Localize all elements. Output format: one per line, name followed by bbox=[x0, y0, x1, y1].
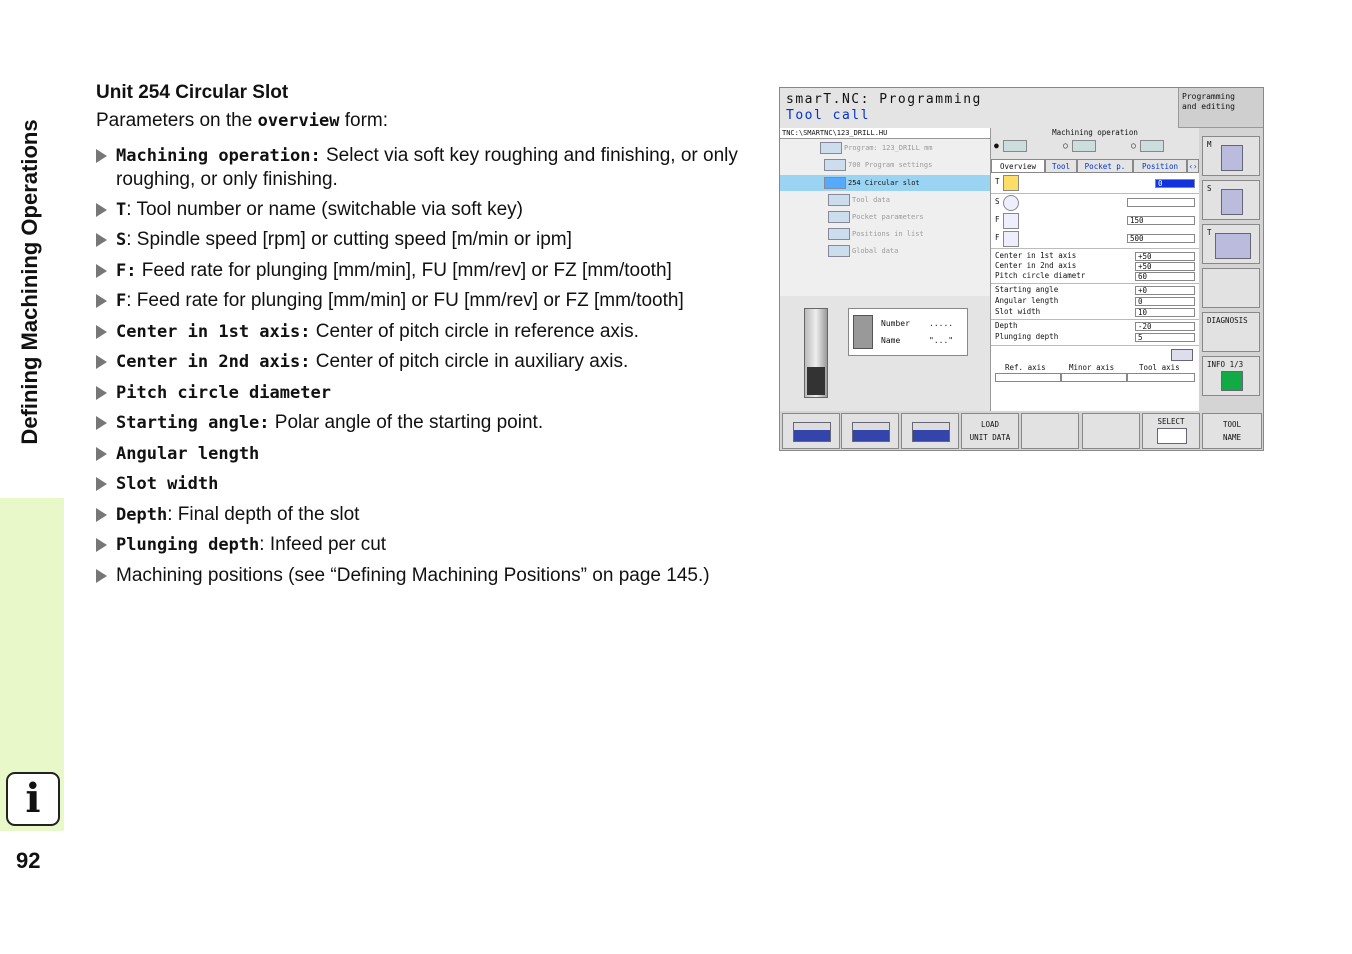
settings-icon bbox=[824, 159, 846, 171]
radio-icon[interactable]: ○ bbox=[1131, 141, 1136, 150]
softkey-finishing[interactable] bbox=[901, 413, 959, 449]
axis-label: Tool axis bbox=[1139, 363, 1180, 372]
section-title: Unit 254 Circular Slot bbox=[96, 82, 289, 103]
tool-change-icon bbox=[1215, 233, 1251, 259]
program-icon bbox=[820, 142, 842, 154]
tab-tool[interactable]: Tool bbox=[1045, 159, 1077, 173]
radio-icon[interactable]: ○ bbox=[1063, 141, 1068, 150]
arrow-right-icon bbox=[96, 294, 107, 308]
arrow-right-icon bbox=[96, 477, 107, 491]
plunge-feed-icon bbox=[1003, 213, 1019, 229]
info-page-icon bbox=[1221, 371, 1243, 391]
intro-suffix: form: bbox=[339, 110, 389, 131]
field-label: Slot width bbox=[995, 307, 1041, 316]
tree-row-label: Pocket parameters bbox=[852, 213, 924, 221]
param-text: Center of pitch circle in auxiliary axis. bbox=[310, 351, 629, 372]
spindle-icon bbox=[1221, 189, 1243, 215]
list-item bbox=[96, 259, 746, 283]
softkey-spindle[interactable] bbox=[1202, 180, 1260, 220]
list-item bbox=[96, 533, 746, 557]
param-code: Starting angle: bbox=[116, 413, 270, 433]
mode-line-1: Programming bbox=[1182, 92, 1235, 101]
field-label: Depth bbox=[995, 321, 1018, 330]
softkey-roughing[interactable] bbox=[841, 413, 899, 449]
intro-code: overview bbox=[257, 111, 340, 131]
softkey-label: TOOL bbox=[1222, 420, 1242, 429]
positions-icon bbox=[828, 228, 850, 240]
machining-operation-label: Machining operation bbox=[1052, 128, 1138, 137]
softkey-info[interactable] bbox=[1202, 356, 1260, 396]
tab-scroll-icon[interactable]: ‹› bbox=[1187, 159, 1199, 173]
finishing-icon[interactable] bbox=[1140, 140, 1164, 152]
param-code: Center in 2nd axis: bbox=[116, 352, 311, 372]
field-label: Plunging depth bbox=[995, 332, 1059, 341]
f-feed-label: F bbox=[995, 233, 1000, 242]
list-item bbox=[96, 289, 746, 313]
arrow-right-icon bbox=[96, 355, 107, 369]
page-number: 92 bbox=[16, 848, 41, 873]
param-code: F: bbox=[116, 260, 137, 281]
intro-text bbox=[96, 110, 746, 132]
tool-data-icon bbox=[828, 194, 850, 206]
param-code: Center in 1st axis: bbox=[116, 321, 311, 342]
screen-header bbox=[780, 88, 1178, 129]
softkey-blank[interactable] bbox=[1202, 268, 1260, 308]
field-label: Angular length bbox=[995, 296, 1059, 305]
sidebar-chapter-title: Defining Machining Operations bbox=[17, 119, 42, 445]
param-text: : Final depth of the slot bbox=[167, 503, 360, 525]
plunging-depth-field[interactable]: 5 bbox=[1135, 333, 1195, 342]
softkey-diagnosis[interactable] bbox=[1202, 312, 1260, 352]
milling-feed-field[interactable]: 500 bbox=[1127, 234, 1195, 243]
list-item bbox=[96, 198, 746, 222]
mode-line-2: and editing bbox=[1182, 102, 1235, 111]
pitch-circle-diameter-field[interactable]: 60 bbox=[1135, 272, 1195, 281]
f-plunge-label: F bbox=[995, 215, 1000, 224]
list-item bbox=[96, 320, 746, 344]
positions-pattern-icon[interactable] bbox=[1171, 349, 1193, 361]
list-item bbox=[96, 411, 746, 435]
softkey-m-function[interactable] bbox=[1202, 136, 1260, 176]
intro-prefix: Parameters on the bbox=[96, 110, 258, 131]
tool-info-box bbox=[848, 308, 968, 356]
field-label: Center in 1st axis bbox=[995, 251, 1077, 260]
field-label: Starting angle bbox=[995, 285, 1059, 294]
divider bbox=[991, 319, 1199, 320]
field-label: Pitch circle diametr bbox=[995, 271, 1086, 280]
tree-row-selected[interactable] bbox=[780, 175, 990, 191]
softkey-blank[interactable] bbox=[1021, 413, 1079, 449]
arrow-right-icon bbox=[96, 233, 107, 247]
softkey-label: INFO 1/3 bbox=[1207, 360, 1244, 369]
angular-length-field[interactable]: 0 bbox=[1135, 297, 1195, 306]
param-code: S bbox=[116, 230, 127, 250]
list-item bbox=[96, 144, 746, 191]
param-text: Polar angle of the starting point. bbox=[269, 412, 544, 433]
softkey-tool[interactable] bbox=[1202, 224, 1260, 264]
tool-preview bbox=[780, 296, 991, 411]
tree-row[interactable] bbox=[780, 140, 990, 156]
tree-row-label: Program: 123_DRILL mm bbox=[844, 144, 933, 152]
arrow-right-icon bbox=[96, 508, 107, 522]
roughing-icon bbox=[852, 422, 890, 442]
param-code: Angular length bbox=[116, 443, 260, 464]
center-1st-axis-field[interactable]: +50 bbox=[1135, 252, 1195, 261]
main-content bbox=[96, 82, 746, 594]
arrow-right-icon bbox=[96, 569, 107, 583]
vertical-softkeys bbox=[1200, 128, 1263, 411]
arrow-right-icon bbox=[96, 538, 107, 552]
tree-row-label: 700 Program settings bbox=[848, 161, 933, 169]
info-icon bbox=[6, 772, 60, 826]
tree-row[interactable] bbox=[780, 192, 990, 208]
param-text: : Feed rate for plunging [mm/min] or FU [mm/rev] or FZ [mm/tooth] bbox=[126, 290, 684, 311]
softkey-label: DIAGNOSIS bbox=[1207, 316, 1248, 325]
tab-overview[interactable]: Overview bbox=[991, 159, 1045, 173]
divider bbox=[991, 345, 1199, 346]
overview-form bbox=[991, 128, 1199, 411]
param-code: Depth bbox=[116, 504, 168, 525]
minor-axis-field[interactable] bbox=[1061, 373, 1127, 382]
param-code: T bbox=[116, 199, 127, 220]
softkey-label: T bbox=[1207, 228, 1212, 237]
circular-slot-icon bbox=[824, 177, 846, 189]
axis-label: Minor axis bbox=[1069, 363, 1115, 372]
softkey-select[interactable] bbox=[1142, 413, 1200, 449]
s-label: S bbox=[995, 197, 1000, 206]
arrow-right-icon bbox=[96, 203, 107, 217]
pocket-parameters-icon bbox=[828, 211, 850, 223]
softkey-label: UNIT DATA bbox=[969, 433, 1011, 442]
tool-name-value: "..." bbox=[929, 336, 954, 345]
param-code: F bbox=[116, 291, 127, 311]
tree-row[interactable] bbox=[780, 226, 990, 242]
list-item bbox=[96, 228, 746, 252]
softkey-label: NAME bbox=[1222, 433, 1242, 442]
list-item bbox=[96, 503, 746, 527]
list-item bbox=[96, 381, 746, 405]
tree-row[interactable] bbox=[780, 243, 990, 259]
globe-icon bbox=[828, 245, 850, 257]
list-item bbox=[96, 442, 746, 466]
divider bbox=[991, 283, 1199, 284]
param-text: : Spindle speed [rpm] or cutting speed [m/min or ipm] bbox=[126, 229, 572, 250]
roughing-finishing-icon[interactable] bbox=[1003, 140, 1027, 152]
roughing-finishing-icon bbox=[793, 422, 831, 442]
tool-name-label: Name bbox=[881, 336, 901, 345]
arrow-right-icon bbox=[96, 416, 107, 430]
softkey-blank[interactable] bbox=[1082, 413, 1140, 449]
ref-axis-field[interactable] bbox=[995, 373, 1061, 382]
info-glyph: i bbox=[25, 775, 41, 822]
softkey-label: SELECT bbox=[1157, 417, 1185, 426]
softkey-label: M bbox=[1207, 140, 1212, 149]
plunge-feed-field[interactable]: 150 bbox=[1127, 216, 1195, 225]
softkey-load-unit-data[interactable] bbox=[961, 413, 1019, 449]
tool-number-field[interactable]: 0 bbox=[1155, 179, 1195, 188]
softkey-label: S bbox=[1207, 184, 1212, 193]
divider bbox=[991, 248, 1199, 249]
tool-thumbnail-icon bbox=[853, 315, 873, 349]
divider bbox=[991, 193, 1199, 194]
m-function-icon bbox=[1221, 145, 1243, 171]
param-code: Plunging depth bbox=[116, 535, 260, 555]
arrow-right-icon bbox=[96, 447, 107, 461]
screen-subtitle: Tool call bbox=[786, 108, 870, 123]
screen-title: smarT.NC: Programming bbox=[786, 92, 982, 107]
param-code: Machining operation: bbox=[116, 146, 321, 166]
smartnc-screenshot bbox=[779, 87, 1264, 451]
slot-width-field[interactable]: 10 bbox=[1135, 308, 1195, 317]
arrow-right-icon bbox=[96, 149, 107, 163]
parameter-list bbox=[96, 144, 746, 588]
tree-row-label: Global data bbox=[852, 247, 899, 255]
param-text: Machining positions (see “Defining Machining Positions” on page 145.) bbox=[116, 564, 710, 586]
tool-axis-field[interactable] bbox=[1127, 373, 1195, 382]
param-text: Select via soft key roughing and finishing, or only roughing, or only finishing. bbox=[116, 145, 738, 190]
param-text: : Tool number or name (switchable via soft key) bbox=[126, 198, 523, 220]
starting-angle-field[interactable]: +0 bbox=[1135, 286, 1195, 295]
file-path: TNC:\SMARTNC\123_DRILL.HU bbox=[780, 128, 990, 139]
milling-cutter-icon bbox=[804, 308, 828, 398]
form-fields bbox=[991, 173, 1199, 411]
select-tool-icon bbox=[1157, 428, 1187, 444]
depth-field[interactable]: -20 bbox=[1135, 322, 1195, 331]
form-tabs bbox=[991, 159, 1199, 173]
param-code: Slot width bbox=[116, 474, 219, 494]
tool-icon bbox=[1003, 175, 1019, 191]
tree-row-label: Tool data bbox=[852, 196, 890, 204]
list-item bbox=[96, 350, 746, 374]
tool-number-label: Number bbox=[881, 319, 910, 328]
roughing-icon[interactable] bbox=[1072, 140, 1096, 152]
tree-row-label: Positions in list bbox=[852, 230, 924, 238]
param-text: : Infeed per cut bbox=[259, 534, 387, 555]
finishing-icon bbox=[912, 422, 950, 442]
list-item bbox=[96, 564, 746, 588]
field-label: Center in 2nd axis bbox=[995, 261, 1077, 270]
center-2nd-axis-field[interactable]: +50 bbox=[1135, 262, 1195, 271]
arrow-right-icon bbox=[96, 264, 107, 278]
param-text: Center of pitch circle in reference axis. bbox=[310, 320, 639, 342]
tab-position[interactable]: Position bbox=[1133, 159, 1187, 173]
tree-row[interactable] bbox=[780, 209, 990, 225]
softkey-roughing-finishing[interactable] bbox=[782, 413, 840, 449]
softkey-tool-name[interactable] bbox=[1202, 413, 1262, 449]
radio-selected-icon[interactable]: ● bbox=[994, 141, 999, 150]
tree-row-label: 254 Circular slot bbox=[848, 179, 920, 187]
spindle-speed-field[interactable] bbox=[1127, 198, 1195, 207]
operating-mode bbox=[1178, 88, 1263, 128]
spindle-speed-icon bbox=[1003, 195, 1019, 211]
softkey-label: LOAD bbox=[980, 420, 1000, 429]
program-tree bbox=[780, 128, 991, 296]
milling-feed-icon bbox=[1003, 231, 1019, 247]
horizontal-softkeys bbox=[780, 411, 1263, 450]
list-item bbox=[96, 472, 746, 496]
param-code: Pitch circle diameter bbox=[116, 382, 331, 403]
arrow-right-icon bbox=[96, 325, 107, 339]
arrow-right-icon bbox=[96, 386, 107, 400]
tool-number-value: ..... bbox=[929, 319, 954, 328]
param-text: Feed rate for plunging [mm/min], FU [mm/rev] or FZ [mm/tooth] bbox=[136, 259, 672, 281]
tree-row[interactable] bbox=[780, 157, 990, 173]
t-label: T bbox=[995, 177, 1000, 186]
tab-pocket-parameters[interactable]: Pocket p. bbox=[1077, 159, 1133, 173]
axis-label: Ref. axis bbox=[1005, 363, 1046, 372]
